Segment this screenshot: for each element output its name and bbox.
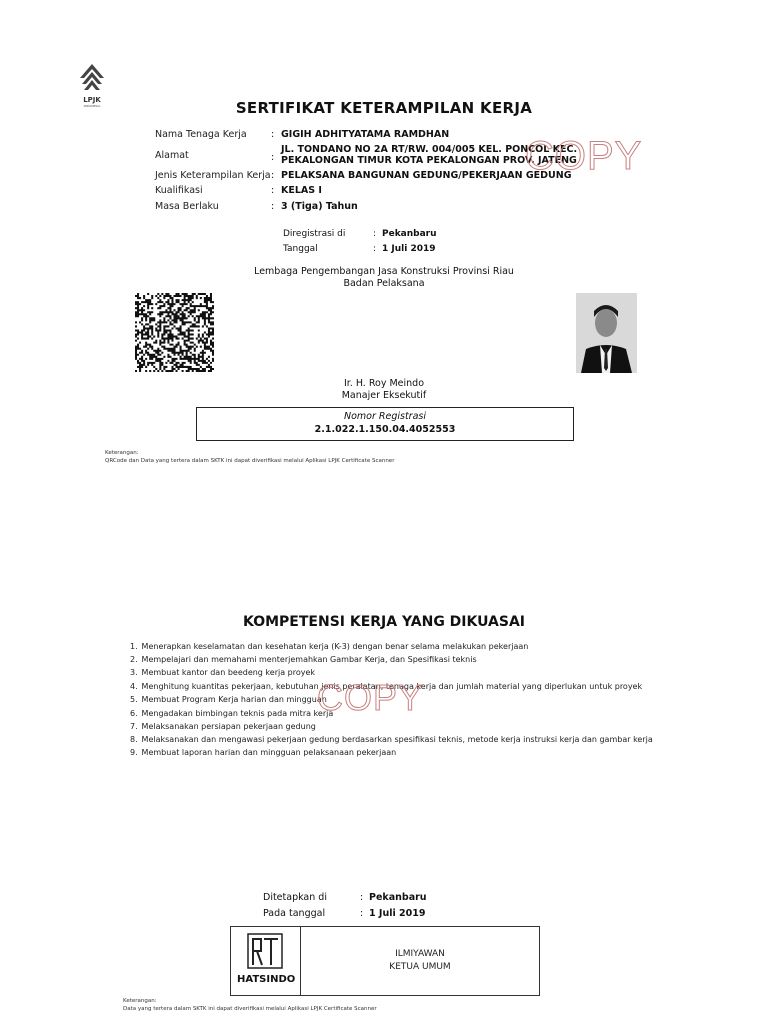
field-colon: : [271,201,275,212]
established-in-label: Ditetapkan di [263,892,327,903]
competency-item: 6. Mengadakan bimbingan teknis pada mitra kerja [130,709,334,718]
registration-date-label: Tanggal [283,244,318,254]
note-heading: Keterangan: [105,450,139,456]
registration-date-value: 1 Juli 2019 [382,244,436,254]
field-label-skill: Jenis Keterampilan Kerja [155,170,271,181]
signatory-name: Ir. H. Roy Meindo [343,378,425,389]
field-colon: : [271,170,275,181]
field-colon: : [360,892,364,903]
competency-item: 5. Membuat Program Kerja harian dan mingguan [130,695,327,704]
field-label-name: Nama Tenaga Kerja [155,129,247,140]
person-photo [576,293,637,373]
established-in-value: Pekanbaru [369,892,427,903]
field-value-validity: 3 (Tiga) Tahun [281,201,358,212]
hatsindo-logo-icon [247,933,283,969]
field-value-skill: PELAKSANA BANGUNAN GEDUNG/PEKERJAAN GEDUNG [281,170,572,181]
field-colon: : [360,908,364,919]
registration-number: 2.1.022.1.150.04.4052553 [314,424,456,435]
competency-item: 1. Menerapkan keselamatan dan kesehatan kerja (K-3) dengan benar selama melakukan pekerjaan [130,642,529,651]
field-colon: : [373,229,377,239]
note-heading: Keterangan: [123,998,157,1004]
registration-number-box [196,407,574,441]
divider [300,927,301,995]
competency-title: KOMPETENSI KERJA YANG DIKUASAI [242,614,526,630]
registration-number-title: Nomor Registrasi [343,411,427,422]
registered-in-label: Diregistrasi di [283,229,346,239]
field-colon: : [373,244,377,254]
field-value-address-line1: JL. TONDANO NO 2A RT/RW. 004/005 KEL. PONCOL KEC. [281,144,578,155]
association-signatory-position: KETUA UMUM [389,962,451,972]
field-label-validity: Masa Berlaku [155,201,219,212]
association-signatory-name: ILMIYAWAN [395,949,445,959]
note-text: QRCode dan Data yang tertera dalam SKTK ini dapat diverifikasi melalui Aplikasi LPJK Certificate Scanner [105,458,395,464]
competency-item: 8. Melaksanakan dan mengawasi pekerjaan gedung berdasarkan spesifikasi teknis, metode kerja instruksi kerja dan gambar kerja [130,735,653,744]
competency-item: 2. Mempelajari dan memahami menterjemahkan Gambar Kerja, dan Spesifikasi teknis [130,655,477,664]
field-value-address-line2: PEKALONGAN TIMUR KOTA PEKALONGAN PROV. JATENG [281,155,577,166]
competency-item: 4. Menghitung kuantitas pekerjaan, kebutuhan jenis peralatan, tenaga kerja dan jumlah material yang diperlukan untuk proyek [130,682,643,691]
certificate-title: SERTIFIKAT KETERAMPILAN KERJA [235,99,533,117]
field-colon: : [271,185,275,196]
copy-stamp: COPY [525,134,643,178]
logo-text: LPJK [83,96,101,104]
established-date-label: Pada tanggal [263,908,326,919]
field-label-qualification: Kualifikasi [155,185,203,196]
field-value-qualification: KELAS I [281,185,322,196]
association-signature-box [230,926,540,996]
institution-unit: Badan Pelaksana [343,278,425,289]
field-colon: : [271,129,275,140]
field-colon: : [271,152,275,163]
hatsindo-logo-text: HATSINDO [237,974,296,985]
field-value-name: GIGIH ADHITYATAMA RAMDHAN [281,129,450,140]
copy-stamp: COPY [317,677,424,718]
note-text: Data yang tertera dalam SKTK ini dapat diverifikasi melalui Aplikasi LPJK Certificate Scanner [123,1006,377,1012]
signatory-position: Manajer Eksekutif [341,390,427,401]
institution-name: Lembaga Pengembangan Jasa Konstruksi Provinsi Riau [254,266,514,277]
established-date-value: 1 Juli 2019 [369,908,426,919]
competency-item: 7. Melaksanakan persiapan pekerjaan gedung [130,722,316,731]
qr-code-icon [135,293,214,372]
registered-in-value: Pekanbaru [382,229,437,239]
field-label-address: Alamat [155,150,189,161]
competency-item: 3. Membuat kantor dan beedeng kerja proyek [130,668,316,677]
logo-subtext: INDONESIA [83,104,101,108]
competency-item: 9. Membuat laporan harian dan mingguan pelaksanaan pekerjaan [130,748,397,757]
